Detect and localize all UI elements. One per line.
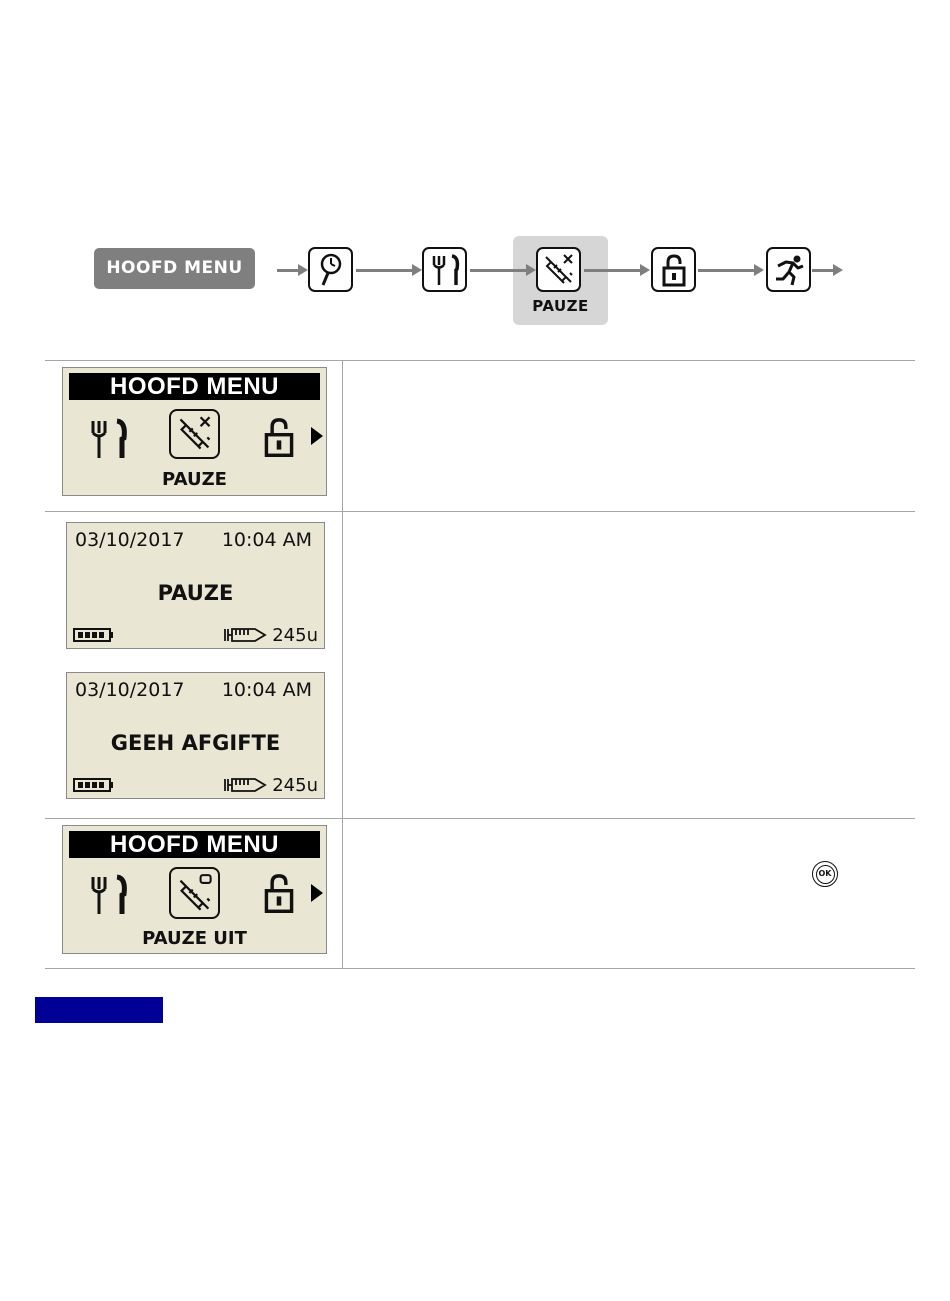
flow-connector <box>470 269 527 272</box>
flow-connector <box>356 269 413 272</box>
flow-connector <box>812 269 834 272</box>
flow-arrowhead <box>412 264 422 276</box>
meal-icon <box>88 418 128 464</box>
table-divider <box>45 360 915 361</box>
lcd-date: 03/10/2017 <box>75 529 185 551</box>
resume-insulin-icon <box>169 867 220 919</box>
lcd-time: 10:04 AM <box>221 529 312 551</box>
reservoir-icon <box>223 626 267 648</box>
battery-icon <box>73 777 115 797</box>
lcd-selected-label: PAUZE UIT <box>142 928 247 949</box>
lcd-status-message: GEEH AFGIFTE <box>110 731 281 755</box>
ok-button-icon <box>812 861 838 887</box>
lcd-status-pause <box>66 522 325 649</box>
ok-button-label: OK <box>816 865 835 884</box>
table-divider <box>45 511 915 512</box>
lcd-status-message: PAUZE <box>157 581 234 605</box>
pause-insulin-icon <box>536 247 581 292</box>
lock-open-icon <box>263 872 295 918</box>
lcd-units: 245u <box>272 775 318 796</box>
lcd-units: 245u <box>272 625 318 646</box>
meal-icon <box>88 874 128 920</box>
lcd-date: 03/10/2017 <box>75 679 185 701</box>
table-divider <box>45 968 915 969</box>
flow-arrowhead <box>833 264 843 276</box>
lcd-main-menu-pause <box>62 367 327 496</box>
battery-icon <box>73 627 115 647</box>
lcd-time: 10:04 AM <box>221 679 312 701</box>
lcd-title: HOOFD MENU <box>69 373 320 400</box>
flow-pause-label: PAUZE <box>532 297 589 315</box>
flow-arrowhead <box>298 264 308 276</box>
main-menu-chip: HOOFD MENU <box>94 248 255 289</box>
flow-arrowhead <box>640 264 650 276</box>
flow-connector <box>584 269 641 272</box>
flow-arrowhead <box>754 264 764 276</box>
table-column-divider <box>342 360 343 968</box>
clock-icon <box>308 247 353 292</box>
lcd-main-menu-resume <box>62 825 327 954</box>
reservoir-icon <box>223 776 267 798</box>
scroll-right-arrow-icon <box>311 427 323 445</box>
lcd-selected-label: PAUZE <box>162 469 227 490</box>
meal-icon <box>422 247 467 292</box>
lock-open-icon <box>263 416 295 462</box>
pause-insulin-icon <box>169 409 220 459</box>
flow-connector <box>698 269 755 272</box>
activity-icon <box>766 247 811 292</box>
lcd-title: HOOFD MENU <box>69 831 320 858</box>
scroll-right-arrow-icon <box>311 884 323 902</box>
table-divider <box>45 818 915 819</box>
flow-arrowhead <box>526 264 536 276</box>
flow-connector <box>277 269 299 272</box>
lock-icon <box>651 247 696 292</box>
lcd-status-no-delivery <box>66 672 325 799</box>
section-marker-bar <box>35 997 163 1023</box>
